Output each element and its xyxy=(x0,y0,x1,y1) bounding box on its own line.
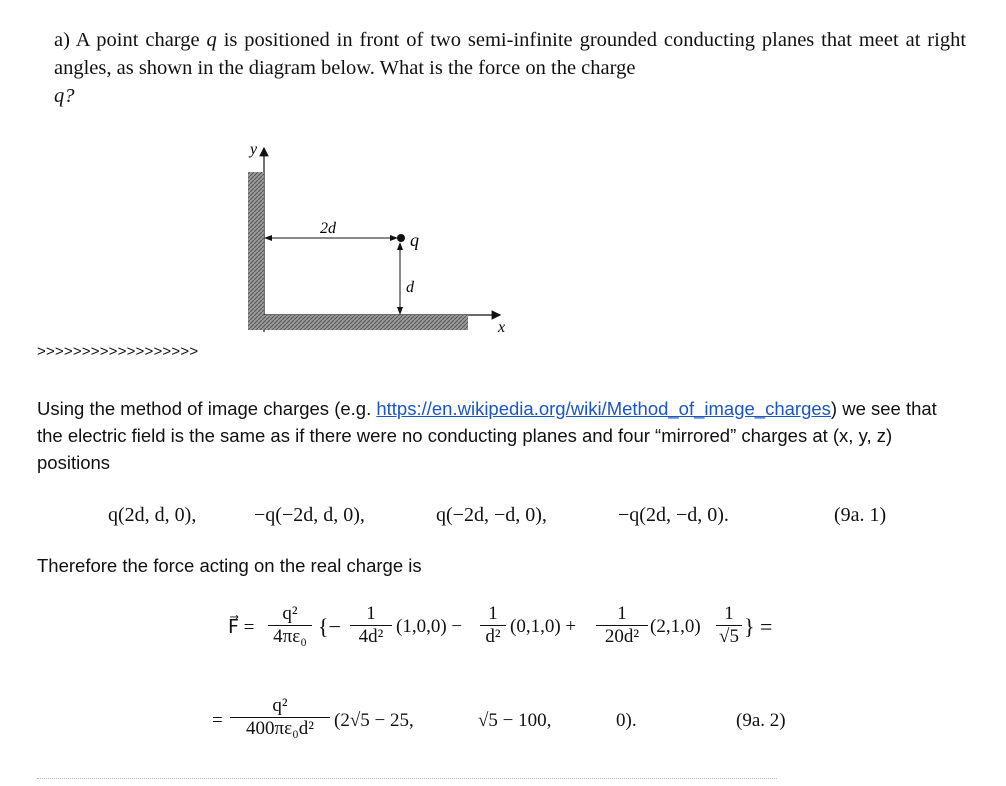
term4-numerator: 1 xyxy=(724,603,734,624)
term4-denominator: √5 xyxy=(719,626,739,647)
image-charge-2: −q(−2d, d, 0), xyxy=(254,504,365,526)
force-equation-line-2 xyxy=(0,690,1006,760)
question-end-q: q? xyxy=(54,85,75,107)
term3-fraction xyxy=(596,604,648,647)
open-brace: {− xyxy=(318,614,341,639)
explanation-paragraph xyxy=(37,395,967,476)
point-charge xyxy=(397,234,405,242)
equation-label-9a2: (9a. 2) xyxy=(736,710,786,731)
question-text-body: is positioned in front of two semi-infinite grounded conducting planes that meet at right angles, as shown in the diagram below. What is the force on the charge xyxy=(54,29,967,79)
term4-fraction xyxy=(716,604,742,647)
vertical-conducting-plane xyxy=(248,172,264,330)
image-charges-equation xyxy=(0,500,1006,534)
result-numerator: q² xyxy=(272,695,288,716)
conducting-planes-diagram xyxy=(230,140,530,340)
term1-vector: (1,0,0) − xyxy=(396,616,463,637)
term1-numerator: 1 xyxy=(366,603,376,624)
prefactor-numerator: q² xyxy=(282,603,298,624)
charge-label: q xyxy=(410,230,419,250)
term1-denominator: 4d² xyxy=(358,626,384,647)
result-component-y: √5 − 100, xyxy=(478,710,552,731)
separator-line: >>>>>>>>>>>>>>>>>> xyxy=(37,343,199,360)
explanation-start: Using the method of image charges (e.g. xyxy=(37,398,377,419)
explanation-end: ) we see that the electric field is the same as if there were no conducting planes and four “mirrored” charges at (x, y, z) positions xyxy=(37,398,937,473)
close-brace-equals: } = xyxy=(744,614,773,639)
prefactor-denominator: 4πε₀ xyxy=(273,626,307,647)
dotted-divider xyxy=(37,778,777,779)
result-denominator: 400πε₀d² xyxy=(246,718,314,739)
therefore-text: Therefore the force acting on the real charge is xyxy=(37,555,422,576)
term1-fraction xyxy=(350,604,392,647)
question-text-start: A point charge xyxy=(75,29,200,51)
result-prefactor-fraction xyxy=(230,696,330,739)
image-charge-1: q(2d, d, 0), xyxy=(108,504,197,526)
term2-vector: (0,1,0) + xyxy=(510,616,577,637)
force-vector-lhs: F⃗ = xyxy=(228,617,255,638)
result-equals: = xyxy=(212,710,223,731)
term2-denominator: d² xyxy=(485,626,501,647)
result-component-x: (2√5 − 25, xyxy=(334,710,414,731)
question-symbol-q: q xyxy=(206,29,217,51)
image-charges-link[interactable]: https://en.wikipedia.org/wiki/Method_of_image_charges xyxy=(376,398,831,419)
question-text xyxy=(54,26,966,110)
horizontal-distance-label: 2d xyxy=(320,220,336,237)
result-component-z: 0). xyxy=(616,710,637,731)
term2-numerator: 1 xyxy=(488,603,498,624)
vertical-distance-label: d xyxy=(406,279,414,296)
question-label: a) xyxy=(54,29,70,51)
prefactor-fraction xyxy=(268,604,312,647)
y-axis-label: y xyxy=(250,141,258,158)
force-equation-line-1 xyxy=(0,600,1006,670)
term3-vector: (2,1,0) xyxy=(650,616,701,637)
horizontal-conducting-plane xyxy=(248,315,468,330)
term2-fraction xyxy=(480,604,506,647)
image-charge-3: q(−2d, −d, 0), xyxy=(436,504,547,526)
x-axis-label: x xyxy=(498,319,506,336)
equation-label-9a1: (9a. 1) xyxy=(834,504,887,526)
term3-numerator: 1 xyxy=(617,603,627,624)
image-charge-4: −q(2d, −d, 0). xyxy=(618,504,729,526)
term3-denominator: 20d² xyxy=(604,626,640,647)
